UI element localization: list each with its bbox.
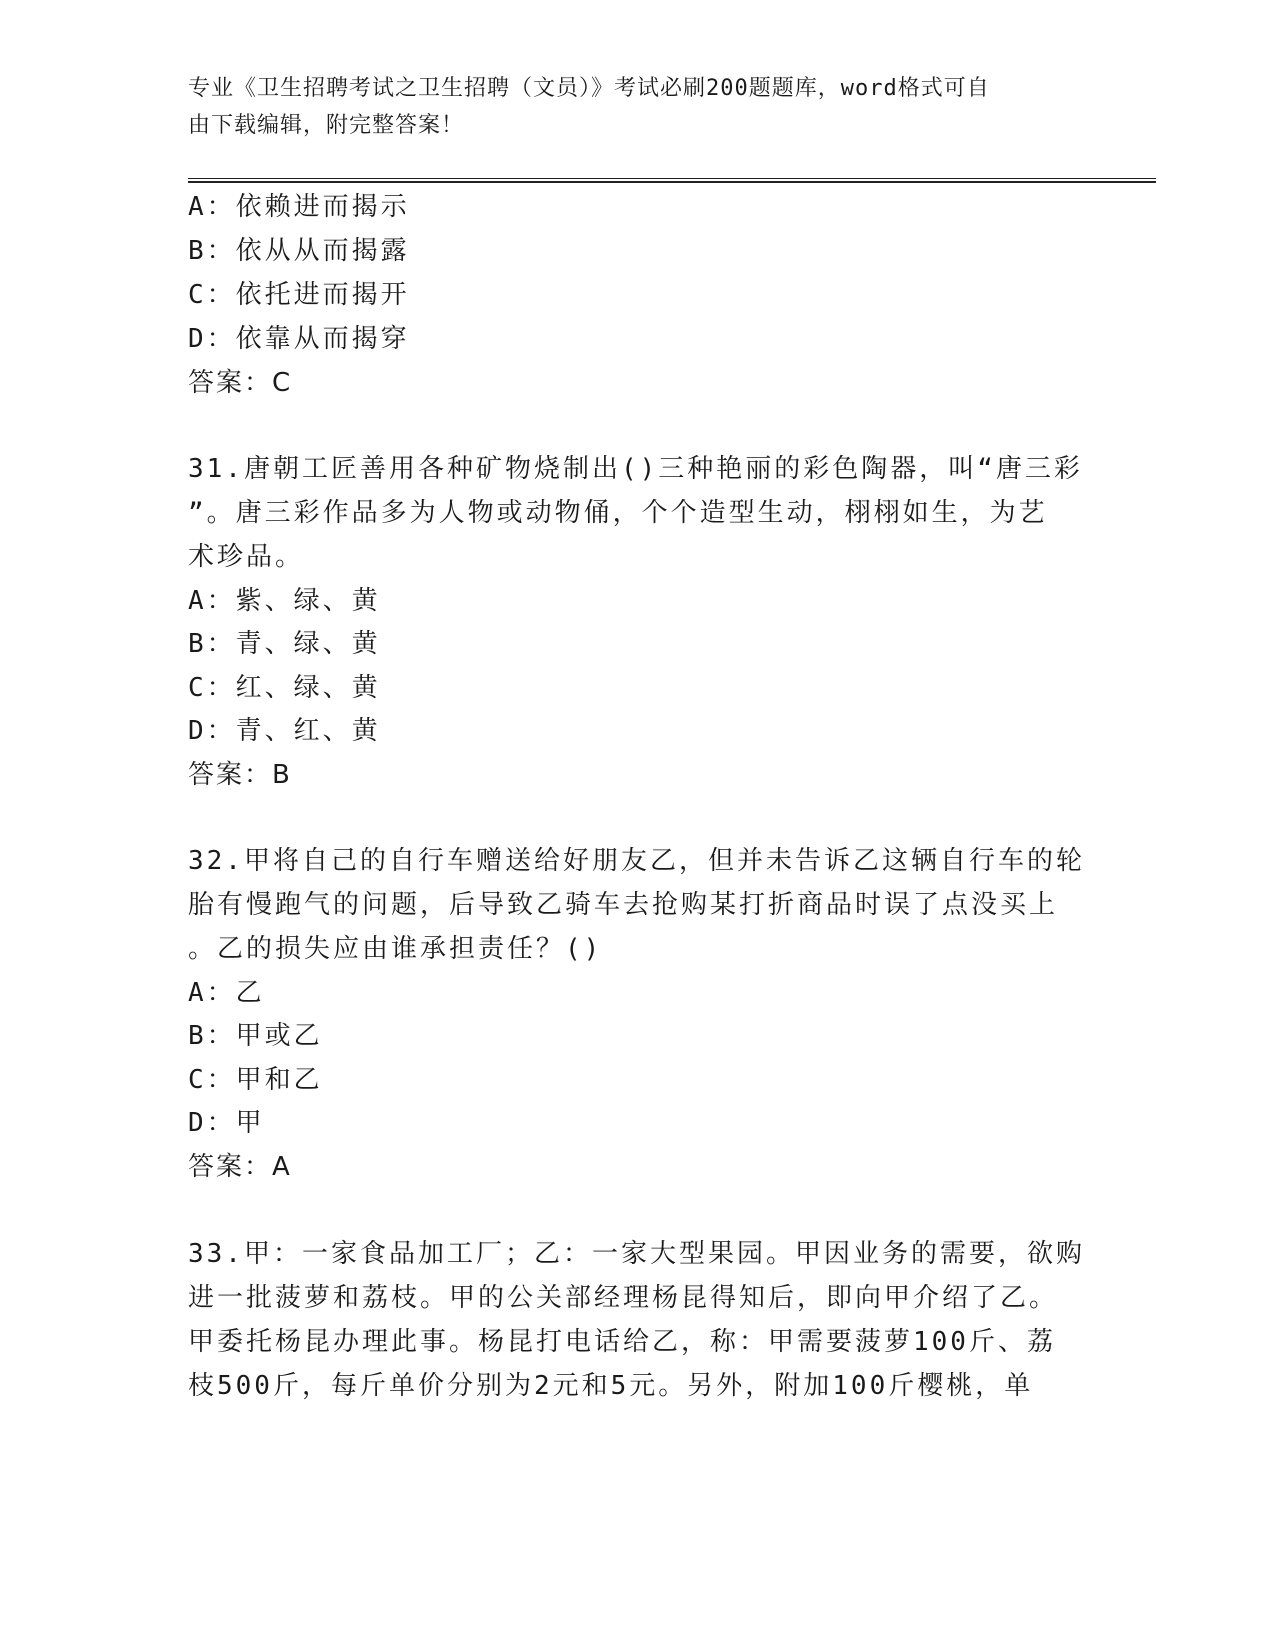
q31-answer: 答案：B [188,760,292,790]
q32-stem-line-1: 32.甲将自己的自行车赠送给好朋友乙，但并未告诉乙这辆自行车的轮 [188,846,1085,876]
q32-option-a: A：乙 [188,978,265,1008]
q31-stem-line-3: 术珍品。 [188,542,305,572]
document-header [188,70,1088,144]
q30-answer: 答案：C [188,368,293,398]
q31-stem-line-2: ”。唐三彩作品多为人物或动物俑，个个造型生动，栩栩如生，为艺 [188,498,1048,528]
header-line-2: 由下载编辑，附完整答案！ [188,113,465,138]
q32-stem-line-2: 胎有慢跑气的问题，后导致乙骑车去抢购某打折商品时误了点没买上 [188,890,1059,920]
q33-stem-line-3: 甲委托杨昆办理此事。杨昆打电话给乙，称：甲需要菠萝100斤、荔 [188,1327,1056,1357]
header-divider [188,178,1156,183]
q32-option-d: D：甲 [188,1108,265,1138]
q32-option-c: C：甲和乙 [188,1065,323,1095]
q33-stem-line-2: 进一批菠萝和荔枝。甲的公关部经理杨昆得知后，即向甲介绍了乙。 [188,1283,1059,1313]
q32-option-b: B：甲或乙 [188,1021,323,1051]
q31-option-c: C：红、绿、黄 [188,673,381,703]
q30-option-c: C：依托进而揭开 [188,280,410,310]
q31-option-d: D：青、红、黄 [188,716,381,746]
q31-option-a: A：紫、绿、黄 [188,586,381,616]
q33-stem-line-1: 33.甲：一家食品加工厂；乙：一家大型果园。甲因业务的需要，欲购 [188,1239,1085,1269]
q30-option-a: A：依赖进而揭示 [188,192,410,222]
q33-stem-line-4: 枝500斤，每斤单价分别为2元和5元。另外，附加100斤樱桃，单 [188,1371,1034,1401]
q30-option-d: D：依靠从而揭穿 [188,324,410,354]
q30-option-b: B：依从从而揭露 [188,236,410,266]
q32-stem-line-3: 。乙的损失应由谁承担责任？() [188,934,603,964]
q31-stem-line-1: 31.唐朝工匠善用各种矿物烧制出()三种艳丽的彩色陶器，叫“唐三彩 [188,454,1083,484]
q31-option-b: B：青、绿、黄 [188,629,381,659]
header-line-1: 专业《卫生招聘考试之卫生招聘（文员）》考试必刷200题题库，word格式可自 [188,76,990,101]
q32-answer: 答案：A [188,1152,292,1182]
